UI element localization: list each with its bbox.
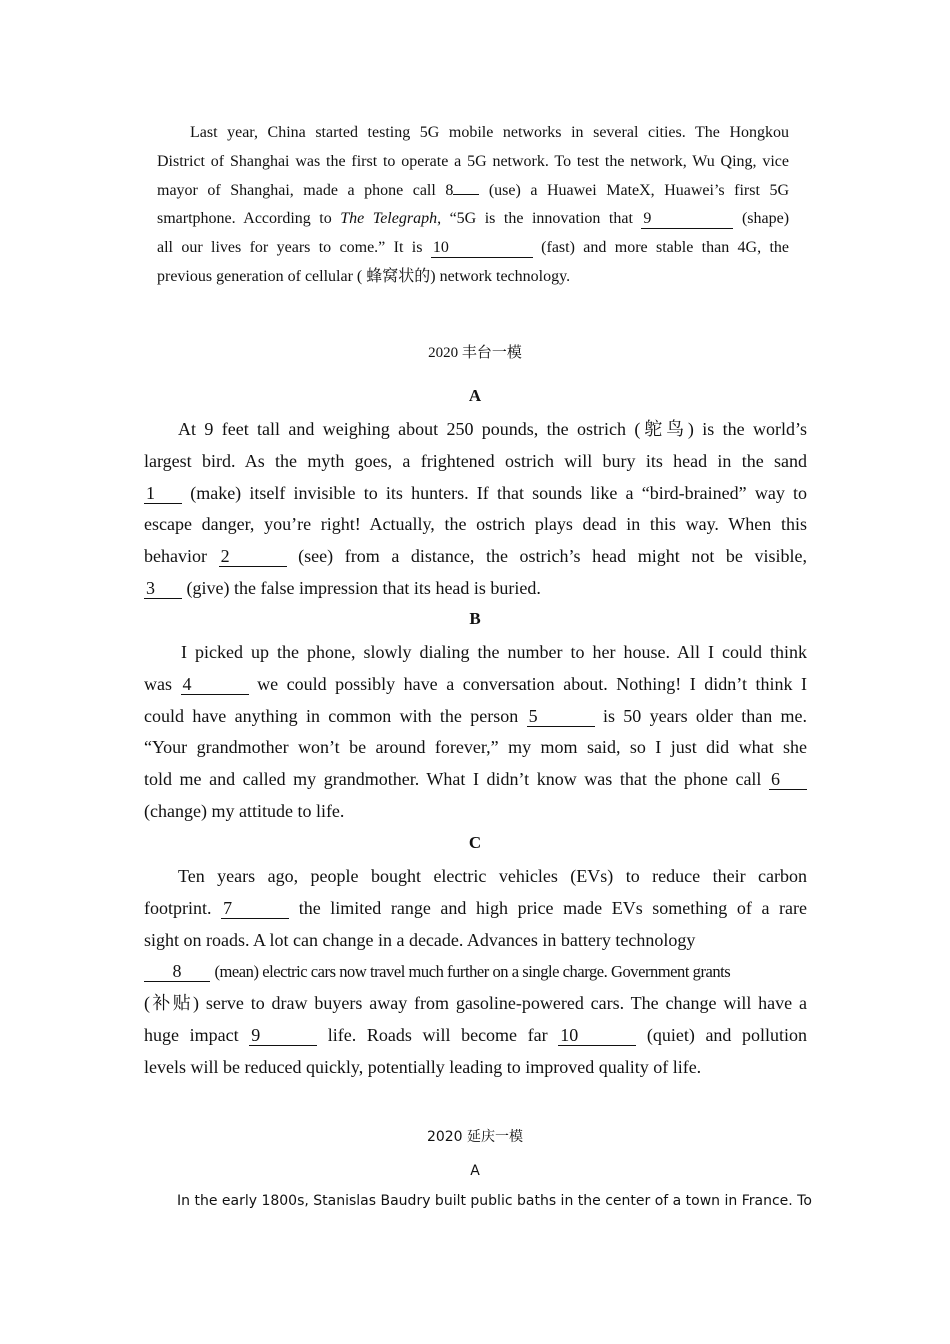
passage-line: behavior 2 (see) from a distance, the ostrich’s head might not be visible, — [144, 546, 807, 567]
passage-line: District of Shanghai was the first to operate a 5G network. To test the network, Wu Qing, vice — [157, 152, 789, 170]
passage-line: huge impact 9 life. Roads will become far 10 (quiet) and pollution — [144, 1024, 808, 1045]
answer-blank-10[interactable]: 10 — [558, 1026, 636, 1046]
publication-title: The Telegraph — [340, 210, 438, 228]
passage-line: largest bird. As the myth goes, a frightened ostrich will bury its head in the sand — [144, 450, 807, 471]
answer-blank-5[interactable]: 5 — [527, 707, 595, 727]
answer-blank-9[interactable]: 9 — [641, 211, 733, 229]
passage-line: Ten years ago, people bought electric vehicles (EVs) to reduce their carbon — [178, 866, 807, 886]
passage-line: could have anything in common with the person 5 is 50 years older than me. — [144, 705, 808, 726]
passage-line: In the early 1800s, Stanislas Baudry built public baths in the center of a town in France. To — [177, 1193, 812, 1209]
section-letter-c: C — [468, 833, 482, 852]
passage-line: sight on roads. A lot can change in a decade. Advances in battery technology — [144, 929, 696, 950]
passage-line: was 4 we could possibly have a conversation about. Nothing! I didn’t think I — [144, 673, 808, 694]
passage-line: 3 (give) the false impression that its head is buried. — [146, 577, 541, 598]
answer-blank-10[interactable]: 10 — [431, 240, 533, 258]
answer-blank-2[interactable]: 2 — [219, 547, 287, 567]
passage-line: escape danger, you’re right! Actually, the ostrich plays dead in this way. When this — [144, 514, 807, 535]
passage-line: all our lives for years to come.” It is 10 (fast) and more stable than 4G, the — [157, 239, 790, 257]
answer-blank-7[interactable]: 7 — [221, 899, 289, 919]
passage-line: told me and called my grandmother. What I didn’t know was that the phone call 6 — [144, 764, 807, 796]
answer-blank[interactable] — [453, 194, 479, 195]
section-letter-a: A — [468, 386, 482, 405]
passage-line: “Your grandmother won’t be around forever,” my mom said, so I just did what she — [144, 737, 807, 758]
passage-line: At 9 feet tall and weighing about 250 pounds, the ostrich (鸵鸟) is the world’s — [178, 419, 807, 439]
exam-heading: 2020 延庆一模 — [426, 1129, 524, 1145]
answer-blank-8[interactable]: 8 — [144, 962, 210, 982]
section-letter-b: B — [469, 609, 481, 628]
passage-line: previous generation of cellular ( 蜂窝状的) network technology. — [157, 267, 571, 285]
passage-line: smartphone. According to The Telegraph, “5G is the innovation that 9 (shape) — [157, 210, 790, 228]
answer-blank-3[interactable]: 3 — [144, 579, 182, 599]
answer-blank-9[interactable]: 9 — [249, 1026, 317, 1046]
answer-blank-6[interactable]: 6 — [769, 770, 807, 790]
exam-heading: 2020 丰台一模 — [428, 345, 522, 361]
passage-line: footprint. 7 the limited range and high price made EVs something of a rare — [144, 897, 807, 918]
section-letter-a: A — [470, 1163, 480, 1179]
passage-intro — [157, 119, 789, 292]
passage-line: (补贴) serve to draw buyers away from gasoline-powered cars. The change will have a — [144, 993, 807, 1014]
passage-line: levels will be reduced quickly, potentially leading to improved quality of life. — [144, 1056, 702, 1077]
passage-line: 1 (make) itself invisible to its hunters. If that sounds like a “bird-brained” way to — [146, 482, 808, 503]
passage-line: 8 (mean) electric cars now travel much further on a single charge. Government grants — [144, 956, 807, 988]
passage-line: Last year, China started testing 5G mobile networks in several cities. The Hongkou — [190, 124, 789, 141]
passage-line: I picked up the phone, slowly dialing the number to her house. All I could think — [181, 642, 807, 662]
answer-blank-1[interactable]: 1 — [144, 484, 182, 504]
answer-blank-4[interactable]: 4 — [181, 675, 249, 695]
section-b-text — [144, 637, 807, 828]
section-a-text — [144, 414, 807, 605]
passage-line: mayor of Shanghai, made a phone call 8 (use) a Huawei MateX, Huawei’s first 5G — [157, 181, 789, 199]
passage-line: (change) my attitude to life. — [144, 800, 345, 821]
section-c-text — [144, 861, 807, 1084]
